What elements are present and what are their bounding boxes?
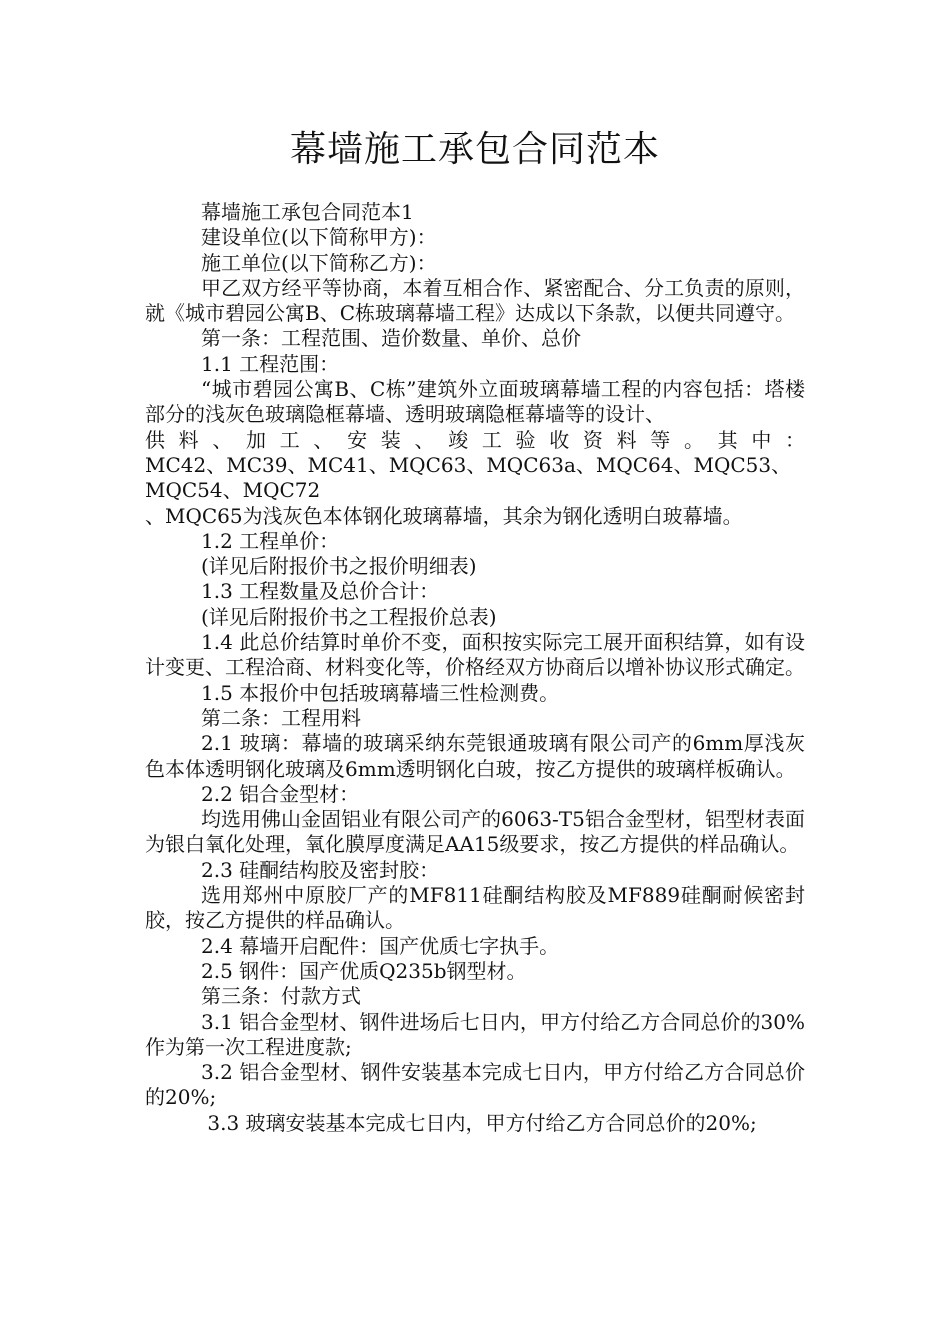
clause-3-2-text: 3.2 铝合金型材、钢件安装基本完成七日内，甲方付给乙方合同总价的20%;: [145, 1060, 805, 1110]
clause-1-1-models-cont: 、MQC65为浅灰色本体钢化玻璃幕墙，其余为钢化透明白玻幕墙。: [145, 503, 743, 528]
clause-1-5-text: 1.5 本报价中包括玻璃幕墙三性检测费。: [201, 680, 560, 705]
clause-3-3-text: 3.3 玻璃安装基本完成七日内，甲方付给乙方合同总价的20%;: [201, 1110, 757, 1135]
clause-1-1-text: “城市碧园公寓B、C栋”建筑外立面玻璃幕墙工程的内容包括：塔楼部分的浅灰色玻璃隐框幕墙、透明玻璃隐框幕墙等的设计、: [145, 377, 805, 427]
article-2-heading: 第二条：工程用料: [201, 705, 361, 730]
clause-2-2-heading: 2.2 铝合金型材：: [201, 781, 360, 806]
clause-1-2-heading: 1.2 工程单价：: [201, 528, 340, 553]
document-title: 幕墙施工承包合同范本: [289, 129, 660, 170]
article-3-heading: 第三条：付款方式: [201, 984, 361, 1009]
clause-1-4-text: 1.4 此总价结算时单价不变，面积按实际完工展开面积结算，如有设计变更、工程洽商、材料变化等，价格经双方协商后以增补协议形式确定。: [145, 630, 805, 680]
clause-1-3-heading: 1.3 工程数量及总价合计：: [201, 579, 440, 604]
contract-heading: 幕墙施工承包合同范本1: [201, 200, 414, 224]
article-1-heading: 第一条：工程范围、造价数量、单价、总价: [201, 326, 581, 351]
clause-1-1-models: MC42、MC39、MC41、MQC63、MQC63a、MQC64、MQC53、MQC54、MQC72: [145, 452, 792, 503]
document-body: [145, 200, 805, 1136]
clause-2-3-heading: 2.3 硅酮结构胶及密封胶：: [201, 857, 440, 882]
clause-2-5-text: 2.5 钢件：国产优质Q235b钢型材。: [201, 958, 527, 983]
preamble-paragraph: 甲乙双方经平等协商，本着互相合作、紧密配合、分工负责的原则，就《城市碧园公寓B、C栋玻璃幕墙工程》达成以下条款，以便共同遵守。: [145, 275, 805, 326]
clause-1-2-note: (详见后附报价书之报价明细表): [201, 554, 477, 579]
clause-2-3-text: 选用郑州中原胶厂产的MF811硅酮结构胶及MF889硅酮耐候密封胶，按乙方提供的样品确认。: [145, 883, 805, 933]
clause-1-1-heading: 1.1 工程范围：: [201, 351, 340, 376]
clause-2-1-text: 2.1 玻璃：幕墙的玻璃采纳东莞银通玻璃有限公司产的6mm厚浅灰色本体透明钢化玻璃及6mm透明钢化白玻，按乙方提供的玻璃样板确认。: [145, 731, 805, 781]
party-a-line: 建设单位(以下简称甲方)：: [201, 225, 437, 250]
clause-1-1-text-cont: 供料、加工、安装、竣工验收资料等。其中：: [145, 427, 805, 452]
party-b-line: 施工单位(以下简称乙方)：: [201, 250, 437, 275]
clause-2-2-text: 均选用佛山金固铝业有限公司产的6063-T5铝合金型材，铝型材表面为银白氧化处理，氧化膜厚度满足AA15级要求，按乙方提供的样品确认。: [145, 807, 805, 857]
clause-2-4-text: 2.4 幕墙开启配件：国产优质七字执手。: [201, 933, 560, 958]
clause-3-1-text: 3.1 铝合金型材、钢件进场后七日内，甲方付给乙方合同总价的30%作为第一次工程进度款;: [145, 1009, 805, 1059]
clause-1-3-note: (详见后附报价书之工程报价总表): [201, 604, 497, 629]
